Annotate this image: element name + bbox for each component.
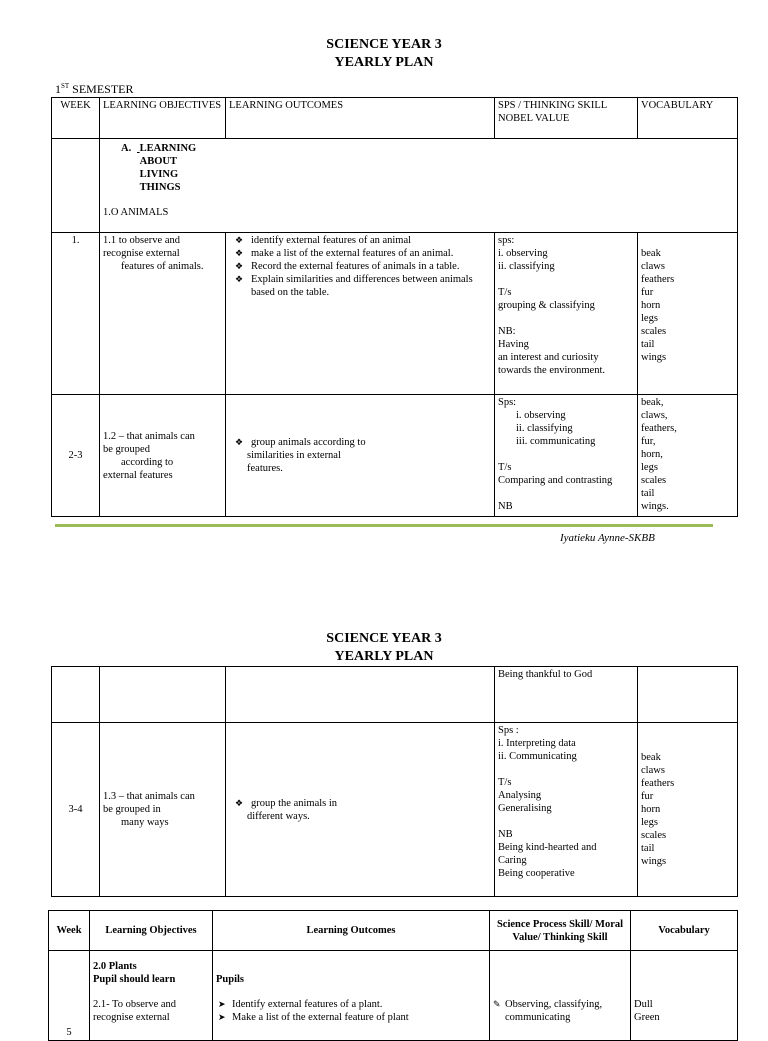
sps-line [498,448,634,461]
outcome-item [247,436,491,475]
sps-line: ii. classifying [516,423,573,434]
sps-line: Being kind-hearted and [498,842,597,853]
vocab-word: horn, [641,449,663,460]
sps-line [498,312,634,325]
vocab-word: scales [641,326,667,337]
vocabulary-cell [638,233,738,395]
sps-line: Being cooperative [498,868,575,879]
objective-line: 1.2 – that animals can [103,430,195,442]
sps-line: ii. classifying [498,261,555,272]
vocab-word: claws, [641,410,668,421]
semester-label: 1ST SEMESTER [55,82,134,96]
page-title: SCIENCE YEAR 3 [326,37,442,52]
pupils-label: Pupils [216,974,245,985]
section-word: LEARNING [139,143,197,154]
outcome-line: different ways. [247,810,310,822]
objective-line: external features [103,469,173,481]
objective-line: be grouped [103,443,150,455]
sps-line: Having [498,339,529,350]
outcome-line: similarities in external [247,450,341,461]
plants-plan-table [48,910,738,1041]
header-outcomes: LEARNING OUTCOMES [226,98,495,139]
sps-line: NB [498,501,513,512]
sps-line: i. observing [498,248,548,259]
outcome-item: ➤ Identify external features of a plant. [232,998,486,1011]
section-heading [100,139,738,233]
outcome-line: ❖ group animals according to [251,437,366,448]
header-week: Week [49,911,90,951]
vocab-word: fur, [641,436,656,447]
objective-line: recognise external [103,248,180,259]
sps-line: T/s [498,462,512,473]
vocab-word: Green [634,1012,660,1023]
objective-line: 1.3 – that animals can [103,791,195,802]
page-subtitle-2: YEARLY PLAN [334,649,434,664]
sps-line: NB: [498,326,516,337]
vocab-word: beak [641,752,661,763]
vocab-word: horn [641,300,661,311]
header-sps: SPS / THINKING SKILL NOBEL VALUE [495,98,638,139]
sps-line: Observing, classifying, [505,999,603,1010]
vocab-word: legs [641,313,658,324]
objective-cell [90,951,213,1041]
header-week: WEEK [52,98,100,139]
should-learn-label: Pupil should learn [93,974,176,985]
vocab-word: legs [641,462,658,473]
sps-line: iii. communicating [516,436,596,447]
author-signature: Iyatieku Aynne-SKBB [560,532,655,544]
sps-line [498,763,634,776]
sps-line: an interest and curiosity [498,352,599,363]
sps-line [498,487,634,500]
objective-line: 1.1 to observe and [103,235,180,246]
vocabulary-cell [638,395,738,517]
pencil-icon: ✎ [493,999,501,1009]
sps-line: NB [498,829,513,840]
sps-line: T/s [498,287,512,298]
sps-cell [490,951,631,1041]
topic-title: 2.0 Plants [93,961,137,972]
objective-cell [100,233,226,395]
outcome-item: ❖ Record the external features of animals in a table. [251,260,491,273]
sps-line: Sps: [498,397,517,408]
vocab-word: feathers [641,274,675,285]
outcome-item: ➤ Make a list of the external feature of plant [232,1011,486,1024]
vocab-word: feathers [641,778,675,789]
header-outcomes: Learning Outcomes [213,911,490,951]
vocab-word: beak, [641,397,664,408]
vocab-word: tail [641,488,655,499]
sps-cell: Being thankful to God [495,667,638,723]
section-word: THINGS [139,182,181,193]
outcome-item: ❖ identify external features of an animal [251,234,491,247]
objective-line: 2.1- To observe and [93,999,177,1010]
sps-line: grouping & classifying [498,300,595,311]
sps-cell [495,233,638,395]
sps-line: Analysing [498,790,542,801]
section-word: LIVING [139,169,179,180]
objective-line: many ways [121,817,169,828]
week-cell: 2-3 [52,395,100,517]
vocab-word: claws [641,261,665,272]
section-word: ABOUT [139,156,177,167]
week-cell: 1. [52,233,100,395]
objective-cell [100,395,226,517]
vocabulary-cell [638,723,738,897]
outcome-item [247,797,491,823]
sps-line: towards the environment. [498,365,606,376]
sps-line: Caring [498,855,527,866]
header-objectives: Learning Objectives [90,911,213,951]
objective-cell [100,723,226,897]
objective-line: recognise external [93,1012,170,1023]
vocab-word: horn [641,804,661,815]
page-subtitle: YEARLY PLAN [334,55,434,70]
footer-divider [55,524,713,527]
vocab-word: scales [641,830,667,841]
sps-line [498,815,634,828]
vocab-word: beak [641,248,661,259]
sps-line: sps: [498,235,515,246]
sps-line: ii. Communicating [498,751,577,762]
week-cell: 5 [49,951,90,1041]
vocab-word: wings [641,856,667,867]
outcome-item: ❖ make a list of the external features of an animal. [251,247,491,260]
header-vocabulary: Vocabulary [631,911,738,951]
objective-line: features of animals. [121,261,204,272]
vocab-word: Dull [634,999,653,1010]
topic-title: 1.O ANIMALS [103,207,169,218]
vocab-word: wings [641,352,667,363]
outcome-line: ❖ group the animals in [251,797,338,809]
objective-line: be grouped in [103,804,161,815]
vocab-word: feathers, [641,423,677,434]
vocab-word: tail [641,843,655,854]
yearly-plan-table-2 [51,666,738,897]
sps-line: i. Interpreting data [498,738,576,749]
sps-line: T/s [498,777,512,788]
outcomes-cell [226,233,495,395]
yearly-plan-table-1 [51,97,738,517]
sps-line [498,273,634,286]
vocab-word: fur [641,287,654,298]
header-objectives: LEARNING OBJECTIVES [100,98,226,139]
sps-line: i. observing [516,410,566,421]
sps-line: Generalising [498,803,552,814]
sps-cell [495,723,638,897]
vocabulary-cell [631,951,738,1041]
page-title-2: SCIENCE YEAR 3 [326,631,442,646]
vocab-word: legs [641,817,658,828]
vocab-word: fur [641,791,654,802]
outcomes-cell [213,951,490,1041]
header-vocabulary: VOCABULARY [638,98,738,139]
sps-line: communicating [505,1012,571,1023]
vocab-word: scales [641,475,667,486]
sps-line: Comparing and contrasting [498,475,613,486]
sps-line: Sps : [498,725,519,736]
outcome-item: ❖ Explain similarities and differences between animals based on the table. [251,273,491,299]
vocab-word [641,234,734,247]
week-cell: 3-4 [52,723,100,897]
outcomes-cell [226,395,495,517]
vocab-word: tail [641,339,655,350]
outcomes-cell [226,723,495,897]
sps-cell [495,395,638,517]
section-letter-heading: A. LEARNING ABOUT LIVING THINGS [121,143,197,193]
vocab-word: claws [641,765,665,776]
header-sps: Science Process Skill/ Moral Value/ Thinking Skill [490,911,631,951]
outcome-line: features. [247,463,283,474]
objective-line: according to [121,456,174,468]
vocab-word: wings. [641,501,669,512]
